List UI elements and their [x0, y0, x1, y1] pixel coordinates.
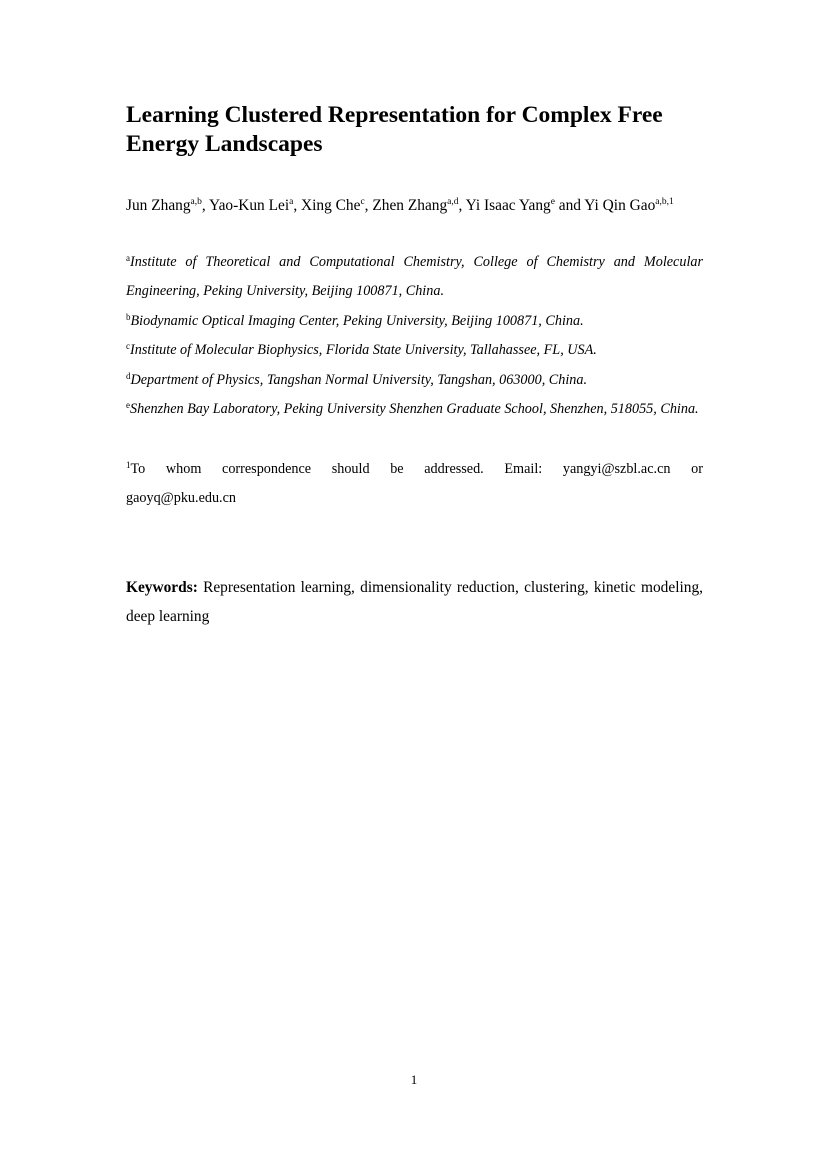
correspondence-word: addressed.	[424, 461, 484, 477]
affiliation-text: Department of Physics, Tangshan Normal University, Tangshan, 063000, China.	[130, 372, 588, 388]
author-name: Zhen Zhang	[372, 197, 448, 214]
author-name: Yi Isaac Yang	[465, 197, 551, 214]
affiliation-mark: d	[126, 371, 131, 381]
affiliation-mark: e	[126, 400, 130, 410]
affiliation-a	[126, 248, 703, 306]
affiliation-b	[126, 307, 703, 336]
author-name: Jun Zhang	[126, 197, 191, 214]
correspondence-line	[126, 455, 703, 484]
page-number: 1	[410, 1072, 418, 1087]
paper-title: Learning Clustered Representation for Complex Free Energy Landscapes	[126, 102, 663, 157]
correspondence-word: whom	[165, 461, 202, 477]
author-separator: ,	[293, 197, 302, 214]
author	[126, 197, 209, 214]
correspondence-word: should	[331, 461, 370, 477]
affiliation-e	[126, 395, 703, 424]
author-affiliation-mark: a	[289, 197, 294, 207]
affiliation-mark: b	[126, 312, 131, 322]
author-separator: ,	[364, 197, 373, 214]
author-separator: ,	[458, 197, 466, 214]
author-list	[126, 193, 703, 218]
correspondence-word: Email:	[504, 461, 543, 477]
correspondence-word: correspondence	[222, 461, 312, 477]
correspondence-note	[126, 455, 703, 513]
author-name: Yao-Kun Lei	[209, 197, 290, 214]
correspondence-mark: 1	[126, 460, 131, 470]
affiliation-text: Institute of Molecular Biophysics, Florida State University, Tallahassee, FL, USA.	[130, 342, 597, 358]
author-affiliation-mark: e	[550, 197, 555, 207]
author-affiliation-mark: a,b	[190, 197, 202, 207]
author-affiliation-mark: c	[360, 197, 365, 207]
affiliation-text: Biodynamic Optical Imaging Center, Peking University, Beijing 100871, China.	[130, 313, 584, 329]
keywords-section	[126, 573, 703, 631]
author	[209, 197, 301, 214]
affiliation-c	[126, 336, 703, 365]
author-affiliation-mark: a,d	[447, 197, 459, 207]
author	[584, 197, 673, 214]
author-separator: ,	[201, 197, 210, 214]
correspondence-word: be	[390, 461, 404, 477]
affiliation-mark: c	[126, 341, 130, 351]
keywords-label: Keywords:	[126, 579, 198, 596]
affiliation-mark: a	[126, 253, 130, 263]
email-link[interactable]: yangyi@szbl.ac.cn	[562, 461, 671, 477]
author-name: Xing Che	[301, 197, 361, 214]
author-name: Yi Qin Gao	[584, 197, 656, 214]
author	[372, 197, 465, 214]
correspondence-word: $^1$To	[126, 460, 146, 477]
author	[301, 197, 372, 214]
author-affiliation-mark: a,b,1	[655, 197, 674, 207]
affiliation-d	[126, 366, 703, 395]
email-link[interactable]: gaoyq@pku.edu.cn	[126, 490, 236, 506]
author-separator: and	[554, 197, 585, 214]
correspondence-word: or	[691, 461, 703, 477]
keywords-text: Representation learning, dimensionality reduction, clustering, kinetic modeling, deep learning	[126, 579, 703, 625]
affiliation-text: Shenzhen Bay Laboratory, Peking University Shenzhen Graduate School, Shenzhen, 518055, China.	[130, 401, 699, 417]
affiliation-text: Institute of Theoretical and Computational Chemistry, College of Chemistry and Molecular Engineering, Peking University, Beijing 100871, China.	[126, 254, 703, 299]
author	[466, 197, 585, 214]
